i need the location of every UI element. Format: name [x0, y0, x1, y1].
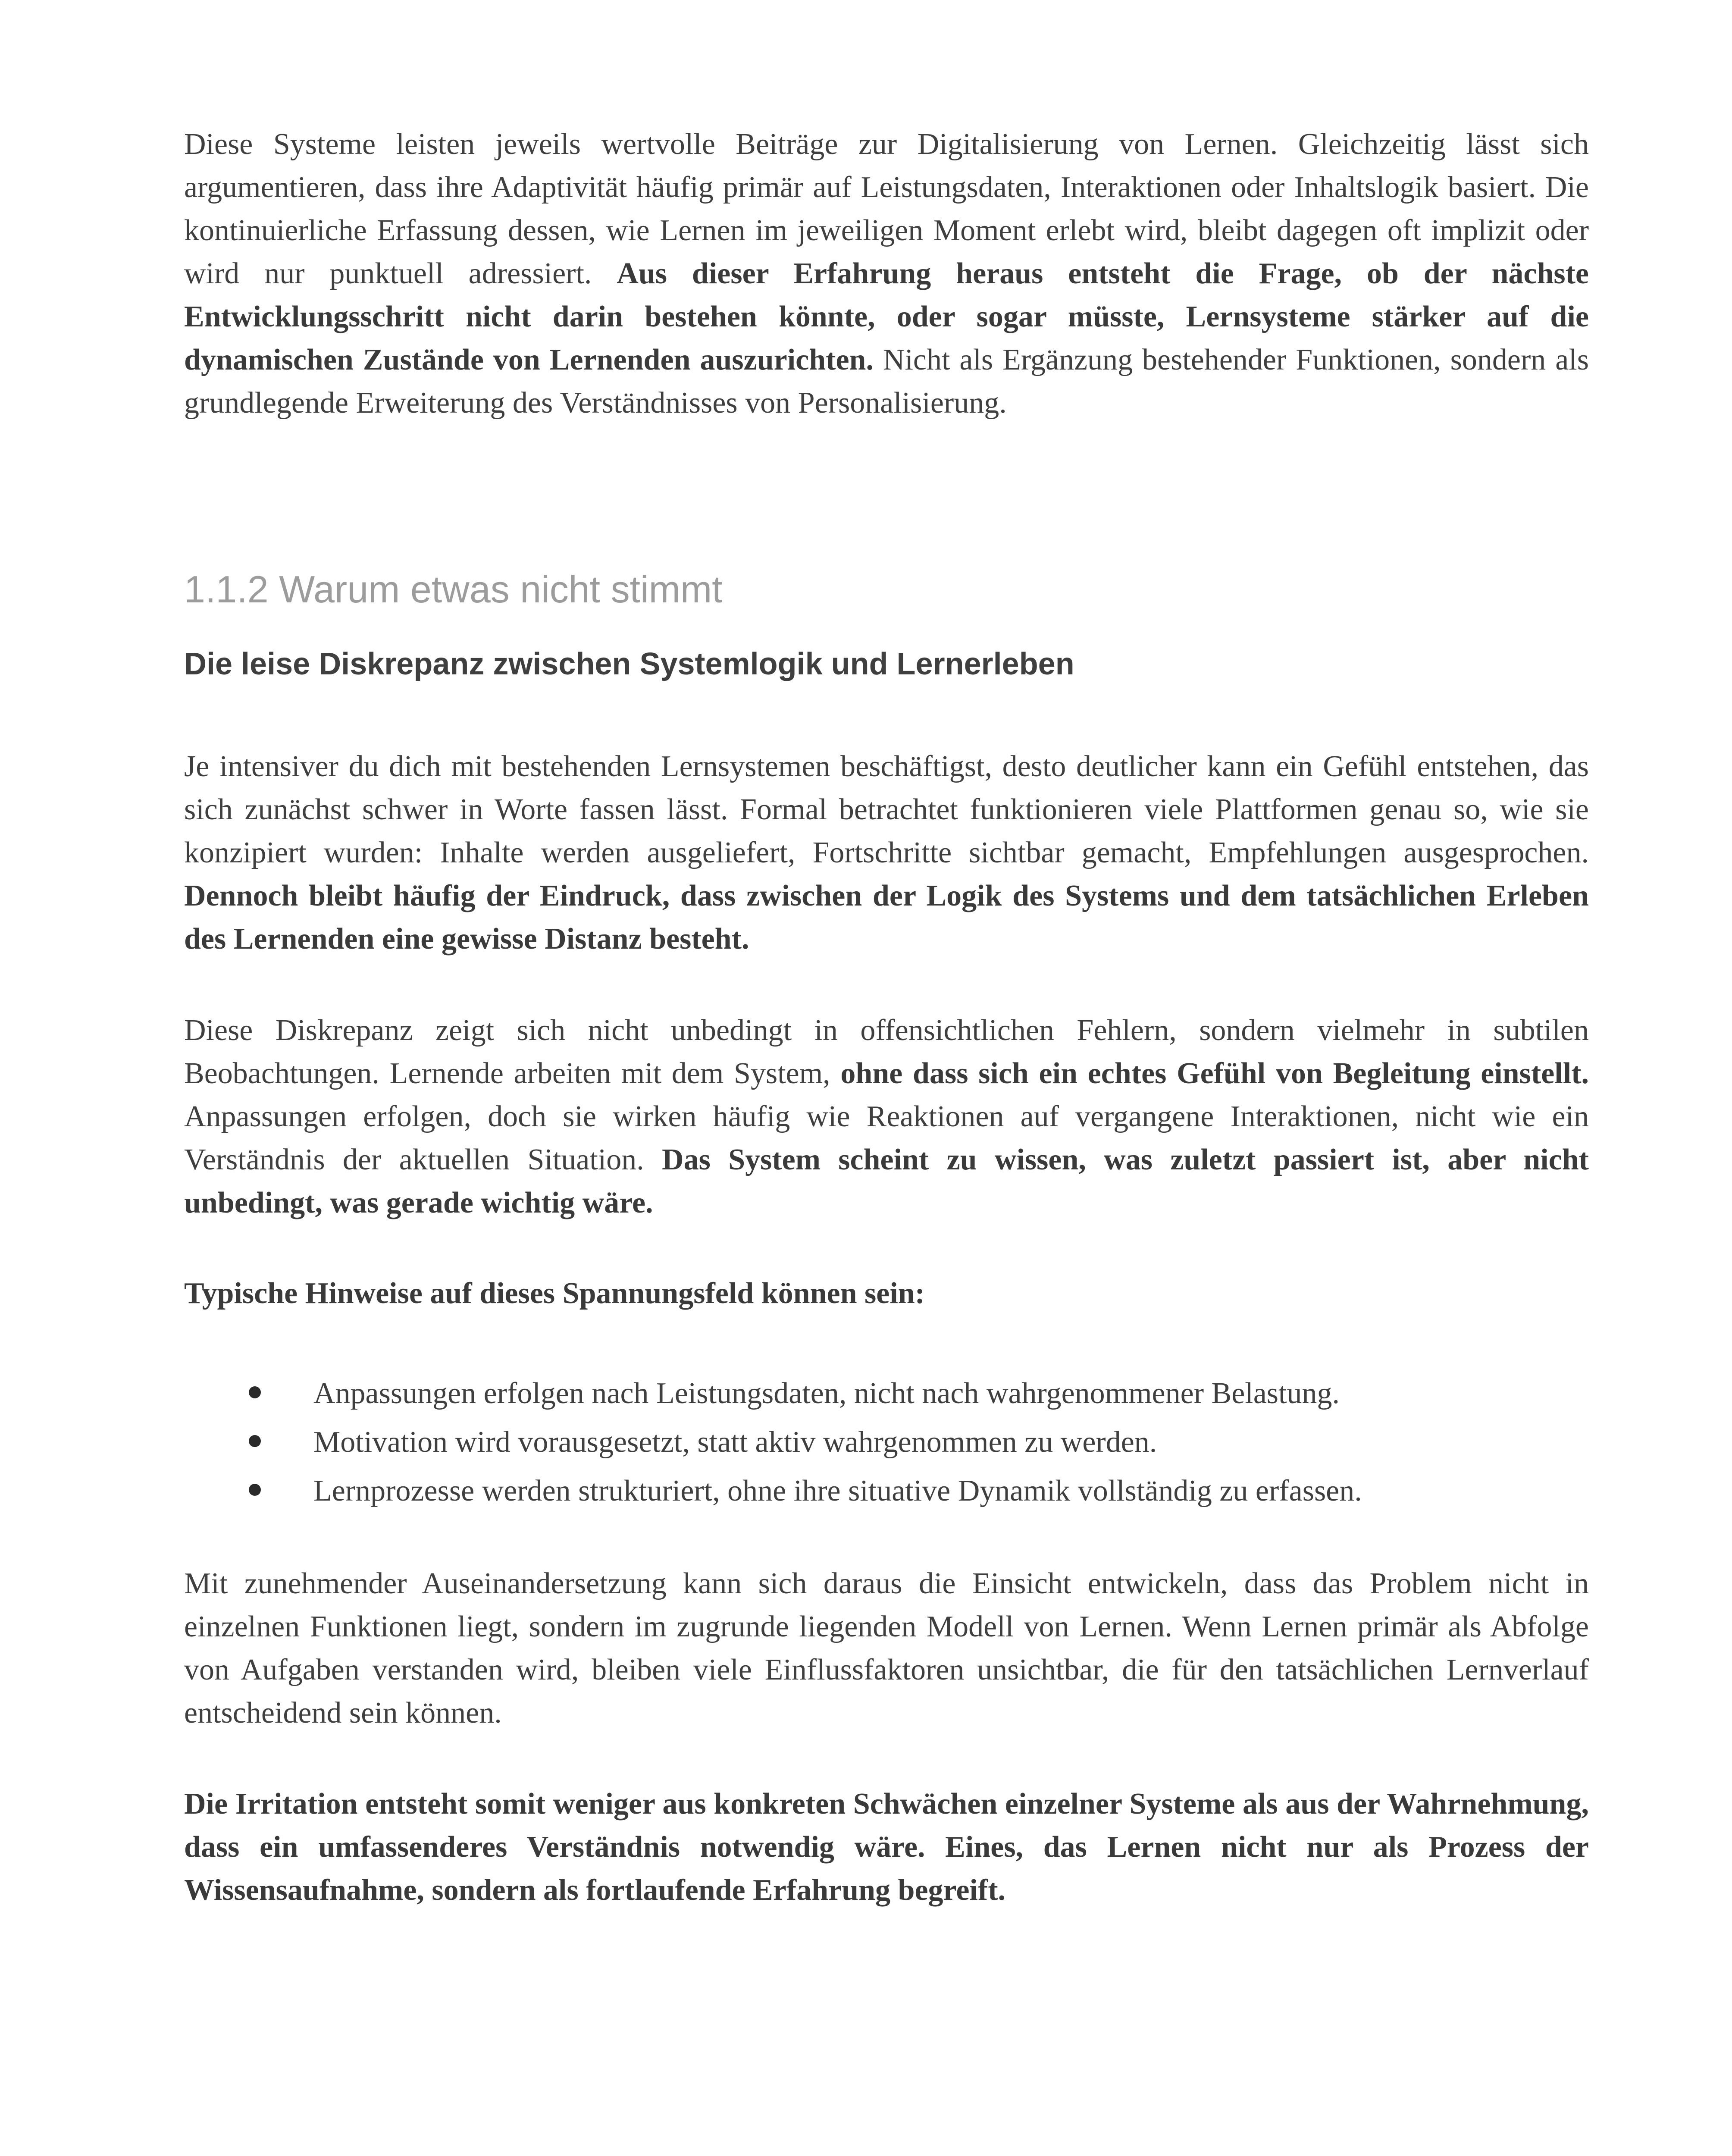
- list-item: [184, 1369, 1589, 1418]
- list-item: [184, 1418, 1589, 1467]
- list-item: [184, 1467, 1589, 1515]
- list-item-text: Anpassungen erfolgen nach Leistungsdaten, nicht nach wahrgenommener Belastung.: [313, 1377, 1340, 1410]
- paragraph-irritation-bold: Die Irritation entsteht somit weniger aus konkreten Schwächen einzelner Systeme als aus der Wahrnehmung, dass ein umfassenderes Verständnis notwendig wäre. Eines, das Lernen nicht nur als Prozess der Wissensaufnahme, sondern als fortlaufende Erfahrung begreift.: [184, 1787, 1589, 1907]
- section-subheading: Die leise Diskrepanz zwischen Systemlogik und Lernerleben: [184, 647, 1074, 681]
- list-heading-text: Typische Hinweise auf dieses Spannungsfeld können sein:: [184, 1277, 925, 1310]
- paragraph-intro: [184, 123, 1589, 425]
- paragraph-beobachtungen-bold-1: ohne dass sich ein echtes Gefühl von Begleitung einstellt.: [840, 1057, 1589, 1090]
- list-heading: [184, 1272, 1589, 1315]
- paragraph-diskrepanz-intro-bold: Dennoch bleibt häufig der Eindruck, dass zwischen der Logik des Systems und dem tatsächlichen Erleben des Lernenden eine gewisse Distanz besteht.: [184, 879, 1589, 956]
- paragraph-beobachtungen-bold-2: Das System scheint zu wissen, was zuletzt passiert ist, aber nicht unbedingt, was gerade wichtig wäre.: [184, 1143, 1589, 1219]
- paragraph-intro-text-end: Nicht als Ergänzung bestehender Funktionen, sondern als grundlegende Erweiterung des Verständnisses von Personalisierung.: [184, 343, 1589, 420]
- bullet-list: [184, 1369, 1589, 1515]
- paragraph-beobachtungen: [184, 1009, 1589, 1225]
- paragraph-beobachtungen-text-2: Anpassungen erfolgen, doch sie wirken häufig wie Reaktionen auf vergangene Interaktionen, nicht wie ein Verständnis der aktuellen Situation.: [184, 1100, 1589, 1176]
- paragraph-intro-bold: Aus dieser Erfahrung heraus entsteht die Frage, ob der nächste Entwicklungsschritt nicht darin bestehen könnte, oder sogar müsste, Lernsysteme stärker auf die dynamischen Zustände von Lernenden auszurichten.: [184, 257, 1589, 376]
- list-item-text: Motivation wird vorausgesetzt, statt aktiv wahrgenommen zu werden.: [313, 1426, 1157, 1459]
- section-heading: 1.1.2 Warum etwas nicht stimmt: [184, 568, 723, 611]
- paragraph-intro-text: Diese Systeme leisten jeweils wertvolle Beiträge zur Digitalisierung von Lernen. Gleichzeitig lässt sich argumentieren, dass ihre Adaptivität häufig primär auf Leistungsdaten, Interaktionen oder Inhaltslogik basiert. Die kontinuierliche Erfassung dessen, wie Lernen im jeweiligen Moment erlebt wird, bleibt dagegen oft implizit oder wird nur punktuell adressiert.: [184, 128, 1589, 290]
- paragraph-irritation: [184, 1783, 1589, 1912]
- paragraph-diskrepanz-intro: [184, 745, 1589, 961]
- bullet-icon: [249, 1386, 261, 1398]
- bullet-icon: [249, 1484, 261, 1496]
- list-item-text: Lernprozesse werden strukturiert, ohne ihre situative Dynamik vollständig zu erfassen.: [313, 1474, 1362, 1507]
- bullet-icon: [249, 1435, 261, 1447]
- paragraph-diskrepanz-intro-text: Je intensiver du dich mit bestehenden Lernsystemen beschäftigst, desto deutlicher kann ein Gefühl entstehen, das sich zunächst schwer in Worte fassen lässt. Formal betrachtet funktionieren viele Plattformen genau so, wie sie konzipiert wurden: Inhalte werden ausgeliefert, Fortschritte sichtbar gemacht, Empfehlungen ausgesprochen.: [184, 750, 1589, 869]
- paragraph-beobachtungen-text: Diese Diskrepanz zeigt sich nicht unbedingt in offensichtlichen Fehlern, sondern vielmehr in subtilen Beobachtungen. Lernende arbeiten mit dem System,: [184, 1014, 1589, 1090]
- paragraph-einsicht: Mit zunehmender Auseinandersetzung kann sich daraus die Einsicht entwickeln, dass das Problem nicht in einzelnen Funktionen liegt, sondern im zugrunde liegenden Modell von Lernen. Wenn Lernen primär als Abfolge von Aufgaben verstanden wird, bleiben viele Einflussfaktoren unsichtbar, die für den tatsächlichen Lernverlauf entscheidend sein können.: [184, 1567, 1589, 1730]
